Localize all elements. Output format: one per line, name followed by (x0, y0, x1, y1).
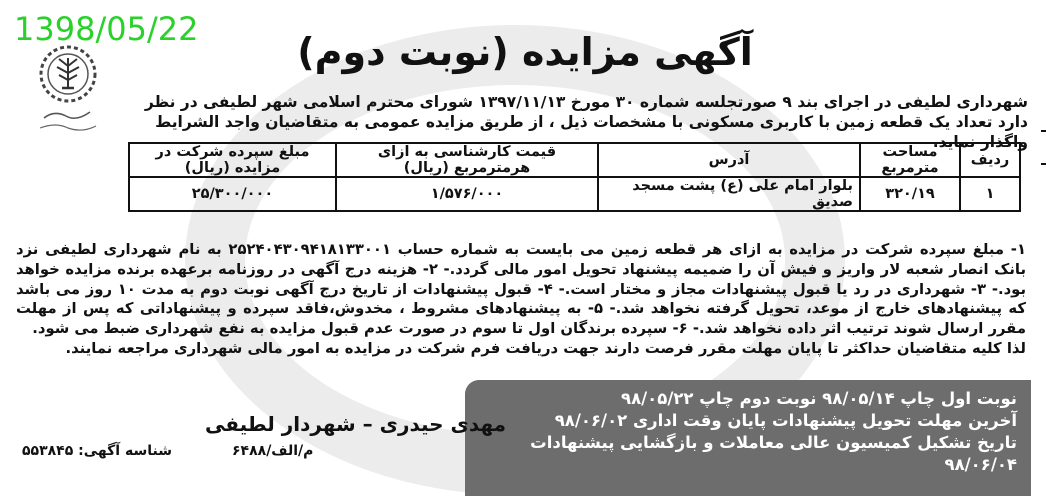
signer-name: مهدی حیدری – شهردار لطیفی (205, 412, 507, 436)
cell-price: ۱/۵۷۶/۰۰۰ (336, 177, 598, 211)
col-deposit: مبلغ سپرده شرکت در مزایده (ریال) (129, 143, 336, 177)
deadline-line: آخرین مهلت تحویل پیشنهادات پایان وقت اداری ۹۸/۰۶/۰۲ (554, 411, 1017, 430)
col-area: مساحت مترمربع (860, 143, 960, 177)
closing-paragraph: لذا کلیه متقاضیان حداکثر تا پایان مهلت مقرر فرصت دارند جهت دریافت فرم شرکت در مزایده به امور مالی شهرداری مراجعه نمایند. (65, 339, 1026, 357)
edge-mark (1041, 163, 1046, 165)
municipality-logo (26, 40, 110, 140)
cell-deposit: ۲۵/۳۰۰/۰۰۰ (129, 177, 336, 211)
ad-identifier: شناسه آگهی: ۵۵۳۸۴۵ (22, 443, 172, 459)
reference-code: م/الف/۶۴۸۸ (232, 443, 314, 459)
col-row-number: ردیف (960, 143, 1020, 177)
date-stamp: 1398/05/22 (14, 10, 199, 48)
dates-box (465, 380, 1031, 496)
edge-mark (1041, 130, 1046, 132)
col-address: آدرس (598, 143, 860, 177)
col-price: قیمت کارشناسی به ازای هرمترمربع (ریال) (336, 143, 598, 177)
table-header-row (129, 143, 1020, 177)
tree-emblem-icon (26, 40, 110, 140)
table-row (129, 177, 1020, 211)
print-dates-line: نوبت اول چاپ ۹۸/۰۵/۱۴ نوبت دوم چاپ ۹۸/۰۵/۲۲ (621, 389, 1017, 408)
cell-area: ۳۲۰/۱۹ (860, 177, 960, 211)
intro-paragraph: شهرداری لطیفی در اجرای بند ۹ صورتجلسه شماره ۳۰ مورخ ۱۳۹۷/۱۱/۱۳ شورای محترم اسلامی شهر لطیفی در نظر دارد تعداد یک قطعه زمین با کاربری مسکونی با مشخصات ذیل ، از طریق مزایده عمومی به متقاضیان واجد الشرایط واگذار نماید. (144, 93, 1028, 151)
cell-row-number: ۱ (960, 177, 1020, 211)
lots-table (128, 142, 1021, 212)
commission-date-line: تاریخ تشکیل کمیسیون عالی معاملات و بازگشایی پیشنهادات ۹۸/۰۶/۰۴ (530, 433, 1017, 474)
conditions-paragraph: ۱- مبلغ سپرده شرکت در مزایده به ازای هر قطعه زمین می بایست به شماره حساب ۲۵۲۴۰۴۳۰۹۴۱۸۱۳۳۰۰۱ به نام شهرداری لطیفی نزد بانک انصار شعبه لار واریز و فیش آن را ضمیمه پیشنهاد تحویل امور مالی گردد.- ۲- هزینه درج آگهی در روزنامه برعهده برنده مزایده خواهد بود.- ۳- شهرداری در رد یا قبول پیشنهادات مجاز و مختار است.- ۴- قبول پیشنهادات از تاریخ درج آگهی نوبت دوم به مدت ۱۰ روز می باشد که پیشنهادهای خارج از موعد، تحویل گرفته نخواهد شد.- ۵- به پیشنهادهای مشروط ، مخدوش،فاقد سپرده و پیشنهاداتی که پس از مهلت مقرر ارسال شوند ترتیب اثر داده نخواهد شد.- ۶- سپرده برندگان اول تا سوم در صورت عدم قبول مزایده به نفع شهرداری ضبط می شود. (16, 241, 1027, 338)
notice-title: آگهی مزایده (نوبت دوم) (297, 30, 753, 74)
conditions-block (16, 240, 1026, 359)
cell-address: بلوار امام علی (ع) پشت مسجد صدیق (598, 177, 860, 211)
